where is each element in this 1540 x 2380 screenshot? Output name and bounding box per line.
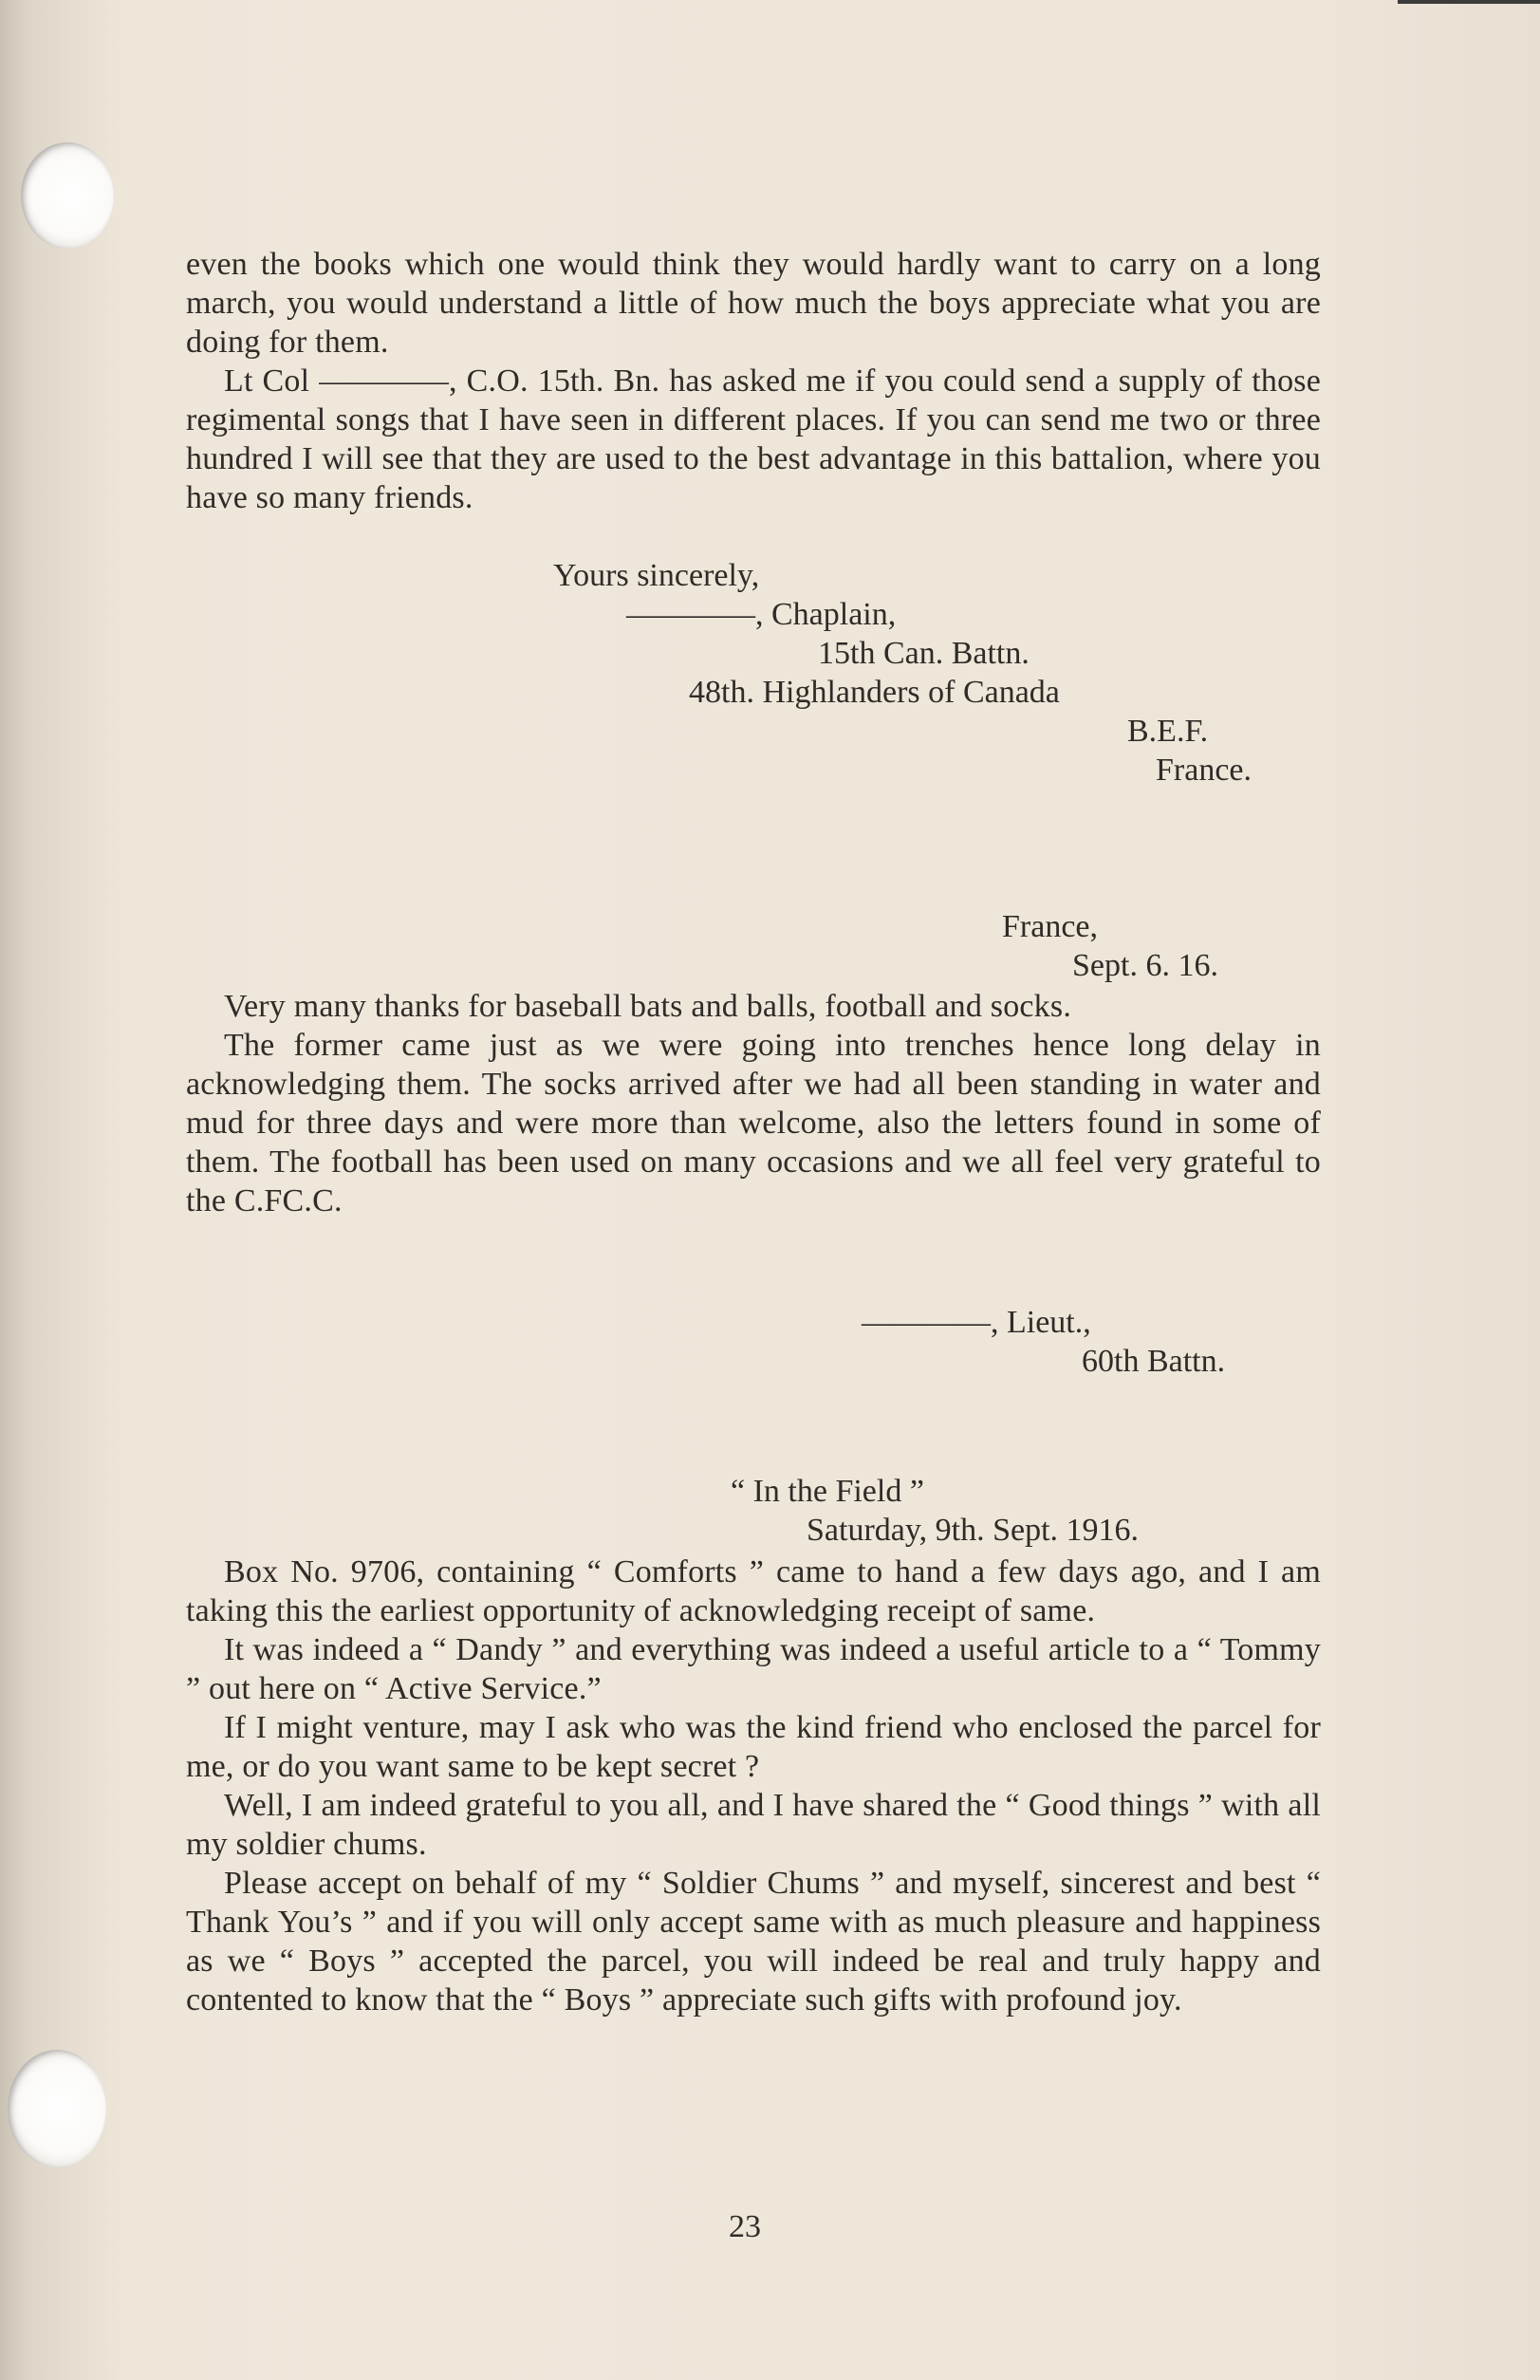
letter1-body bbox=[186, 245, 1321, 517]
letter1-unit: 15th Can. Battn. bbox=[818, 636, 1030, 671]
letter1-closing: Yours sincerely, bbox=[553, 558, 760, 593]
letter2-signature: ————, Lieut., bbox=[862, 1305, 1091, 1340]
letter1-regiment: 48th. Highlanders of Canada bbox=[689, 675, 1060, 710]
top-rule bbox=[1398, 0, 1540, 4]
letter3-paragraph-1: Box No. 9706, containing “ Comforts ” came to hand a few days ago, and I am taking this the earliest opportunity of acknowledging receipt of same. bbox=[186, 1554, 1321, 1628]
letter3-paragraph-2: It was indeed a “ Dandy ” and everything was indeed a useful article to a “ Tommy ” out here on “ Active Service.” bbox=[186, 1632, 1321, 1706]
letter2-place: France, bbox=[1002, 909, 1099, 944]
letter1-paragraph-1: even the books which one would think they would hardly want to carry on a long march, you would understand a little of how much the boys appreciate what you are doing for them. bbox=[186, 247, 1321, 360]
letter2-paragraph-2: The former came just as we were going into trenches hence long delay in acknowledging them. The socks arrived after we had all been standing in water and mud for three days and were more than welcome, also the letters found in some of them. The football has been used on many occasions and we all feel very grateful to the C.FC.C. bbox=[186, 1028, 1321, 1218]
letter1-signature: ————, Chaplain, bbox=[626, 597, 897, 632]
letter1-paragraph-2: Lt Col ————, C.O. 15th. Bn. has asked me if you could send a supply of those regimental songs that I have seen in different places. If you can send me two or three hundred I will see that they are used to the best advantage in this battalion, where you have so many friends. bbox=[186, 363, 1321, 515]
punch-hole-bottom bbox=[8, 2050, 106, 2167]
letter2-paragraph-1: Very many thanks for baseball bats and balls, football and socks. bbox=[224, 989, 1072, 1024]
binding-edge bbox=[0, 0, 123, 2380]
letter1-country: France. bbox=[1156, 753, 1252, 788]
letter3-paragraph-5: Please accept on behalf of my “ Soldier Chums ” and myself, sincerest and best “ Thank You’s ” and if you will only accept same with as much pleasure and happiness as we “ Boys ” accepted the parcel, you will indeed be real and truly happy and contented to know that the “ Boys ” appreciate such gifts with profound joy. bbox=[186, 1866, 1321, 2017]
letter2-unit: 60th Battn. bbox=[1082, 1344, 1226, 1379]
letter3-paragraph-3: If I might venture, may I ask who was the kind friend who enclosed the parcel for me, or do you want same to be kept secret ? bbox=[186, 1710, 1321, 1784]
letter3-body bbox=[186, 1553, 1321, 2019]
letter2-date: Sept. 6. 16. bbox=[1072, 948, 1218, 983]
letter3-place: “ In the Field ” bbox=[731, 1474, 924, 1509]
letter3-date: Saturday, 9th. Sept. 1916. bbox=[807, 1513, 1140, 1548]
letter1-force: B.E.F. bbox=[1127, 714, 1209, 749]
letter3-paragraph-4: Well, I am indeed grateful to you all, and I have shared the “ Good things ” with all my soldier chums. bbox=[186, 1788, 1321, 1862]
punch-hole-top bbox=[21, 142, 114, 249]
letter2-body bbox=[186, 987, 1321, 1220]
page-number: 23 bbox=[729, 2209, 761, 2244]
